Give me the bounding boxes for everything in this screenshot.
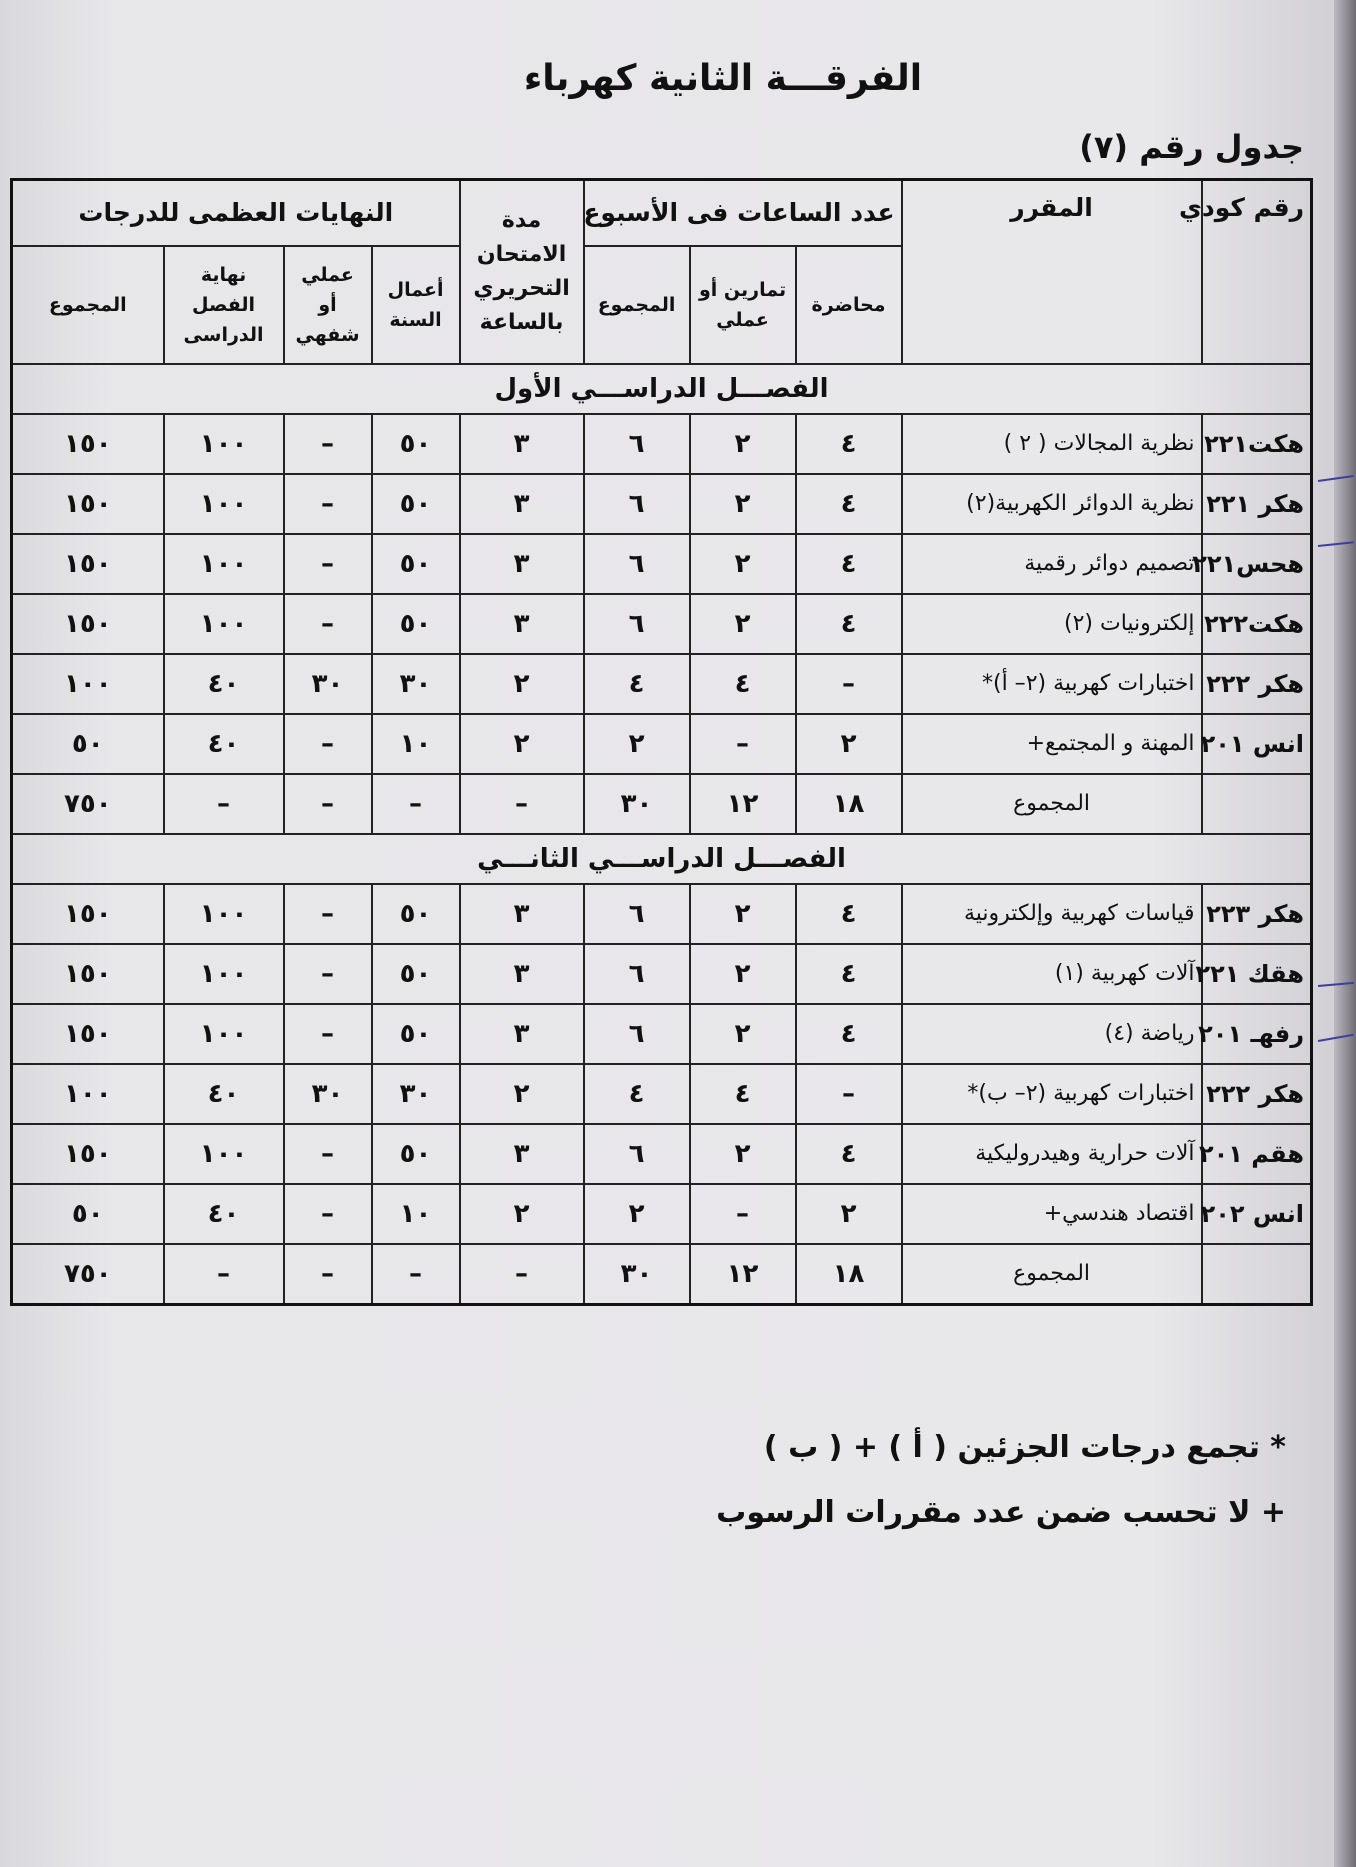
- semester-1-label: الفصـــل الدراســـي الأول: [12, 364, 1312, 414]
- practical-grade: ٣٠: [284, 1064, 372, 1124]
- exercise-hours: ١٢: [690, 774, 796, 834]
- header-grades-group: النهايات العظمى للدرجات: [12, 180, 460, 246]
- lecture-hours: ٤: [796, 944, 902, 1004]
- course-name: آلات كهربية (١): [902, 944, 1202, 1004]
- lecture-hours: ٢: [796, 714, 902, 774]
- exam-duration: ٣: [460, 474, 584, 534]
- practical-grade: –: [284, 1244, 372, 1305]
- year-work-grade: ٣٠: [372, 654, 460, 714]
- total-grade: ١٥٠: [12, 534, 164, 594]
- footnote-plus: + لا تحسب ضمن عدد مقررات الرسوب: [716, 1495, 1286, 1530]
- lecture-hours: ٤: [796, 534, 902, 594]
- course-name: آلات حرارية وهيدروليكية: [902, 1124, 1202, 1184]
- exercise-hours: ٢: [690, 594, 796, 654]
- table-row: [12, 714, 1312, 774]
- course-code: هكر ٢٢١: [1202, 474, 1312, 534]
- course-code: هكر ٢٢٣: [1202, 884, 1312, 944]
- total-hours: ٦: [584, 1004, 690, 1064]
- exercise-hours: ٤: [690, 654, 796, 714]
- practical-grade: –: [284, 1004, 372, 1064]
- exercise-hours: ٢: [690, 414, 796, 474]
- year-work-grade: ١٠: [372, 714, 460, 774]
- exam-duration: ٣: [460, 534, 584, 594]
- exam-duration: ٢: [460, 1184, 584, 1244]
- final-exam-grade: ٤٠: [164, 714, 284, 774]
- total-hours: ٤: [584, 654, 690, 714]
- course-name: المجموع: [902, 1244, 1202, 1305]
- total-grade: ٥٠: [12, 1184, 164, 1244]
- lecture-hours: ٤: [796, 414, 902, 474]
- year-work-grade: ٥٠: [372, 944, 460, 1004]
- course-name: نظرية المجالات ( ٢ ): [902, 414, 1202, 474]
- lecture-hours: ١٨: [796, 774, 902, 834]
- exam-duration: ٣: [460, 944, 584, 1004]
- header-practical-oral: عملي أو شفهي: [284, 246, 372, 364]
- year-work-grade: ٣٠: [372, 1064, 460, 1124]
- total-hours: ٦: [584, 1124, 690, 1184]
- exam-duration: ٣: [460, 1124, 584, 1184]
- total-hours: ٦: [584, 534, 690, 594]
- total-hours: ٤: [584, 1064, 690, 1124]
- practical-grade: –: [284, 534, 372, 594]
- total-grade: ١٥٠: [12, 414, 164, 474]
- course-code: هقك ٢٢١: [1202, 944, 1312, 1004]
- lecture-hours: –: [796, 1064, 902, 1124]
- course-code: هكت٢٢٢: [1202, 594, 1312, 654]
- year-work-grade: ٥٠: [372, 884, 460, 944]
- header-code: رقم كودي: [1202, 180, 1312, 364]
- exam-duration: ٢: [460, 714, 584, 774]
- exam-duration: –: [460, 774, 584, 834]
- course-code: انس ٢٠١: [1202, 714, 1312, 774]
- total-grade: ١٥٠: [12, 594, 164, 654]
- exam-duration: ٣: [460, 414, 584, 474]
- final-exam-grade: ١٠٠: [164, 534, 284, 594]
- exercise-hours: ٤: [690, 1064, 796, 1124]
- final-exam-grade: ٤٠: [164, 654, 284, 714]
- total-hours: ٦: [584, 944, 690, 1004]
- practical-grade: –: [284, 1124, 372, 1184]
- practical-grade: –: [284, 774, 372, 834]
- header-hours-total: المجموع: [584, 246, 690, 364]
- table-row: [12, 884, 1312, 944]
- year-work-grade: –: [372, 774, 460, 834]
- total-grade: ١٥٠: [12, 474, 164, 534]
- lecture-hours: ١٨: [796, 1244, 902, 1305]
- course-code: هقم ٢٠١: [1202, 1124, 1312, 1184]
- year-work-grade: ٥٠: [372, 414, 460, 474]
- total-hours: ٦: [584, 474, 690, 534]
- header-exercises: تمارين أو عملي: [690, 246, 796, 364]
- total-grade: ١٥٠: [12, 944, 164, 1004]
- total-grade: ١٥٠: [12, 1124, 164, 1184]
- table-row: [12, 1004, 1312, 1064]
- total-hours: ٢: [584, 1184, 690, 1244]
- table-row: [12, 414, 1312, 474]
- total-row: [12, 1244, 1312, 1305]
- practical-grade: –: [284, 474, 372, 534]
- final-exam-grade: ١٠٠: [164, 1124, 284, 1184]
- total-grade: ٧٥٠: [12, 774, 164, 834]
- final-exam-grade: ١٠٠: [164, 594, 284, 654]
- table-row: [12, 474, 1312, 534]
- course-name: نظرية الدوائر الكهربية(٢): [902, 474, 1202, 534]
- lecture-hours: ٢: [796, 1184, 902, 1244]
- course-name: اقتصاد هندسي+: [902, 1184, 1202, 1244]
- practical-grade: –: [284, 1184, 372, 1244]
- exam-duration: ٢: [460, 1064, 584, 1124]
- lecture-hours: ٤: [796, 1124, 902, 1184]
- header-final-exam: نهاية الفصل الدراسى: [164, 246, 284, 364]
- exam-duration: –: [460, 1244, 584, 1305]
- practical-grade: ٣٠: [284, 654, 372, 714]
- header-grades-total: المجموع: [12, 246, 164, 364]
- table-body: [12, 364, 1312, 1305]
- exercise-hours: ٢: [690, 884, 796, 944]
- total-grade: ٥٠: [12, 714, 164, 774]
- year-work-grade: ٥٠: [372, 1124, 460, 1184]
- course-name: إلكترونيات (٢): [902, 594, 1202, 654]
- practical-grade: –: [284, 714, 372, 774]
- header-hours-group: عدد الساعات فى الأسبوع: [584, 180, 902, 246]
- year-work-grade: ٥٠: [372, 474, 460, 534]
- total-hours: ٦: [584, 414, 690, 474]
- practical-grade: –: [284, 884, 372, 944]
- course-name: اختبارات كهربية (٢– أ)*: [902, 654, 1202, 714]
- lecture-hours: ٤: [796, 594, 902, 654]
- exam-duration: ٣: [460, 884, 584, 944]
- practical-grade: –: [284, 594, 372, 654]
- table-row: [12, 1124, 1312, 1184]
- exam-duration: ٣: [460, 594, 584, 654]
- total-grade: ٧٥٠: [12, 1244, 164, 1305]
- total-grade: ١٥٠: [12, 884, 164, 944]
- table-number-label: جدول رقم (٧): [1079, 128, 1304, 166]
- exercise-hours: ٢: [690, 944, 796, 1004]
- course-code: [1202, 774, 1312, 834]
- exercise-hours: ٢: [690, 1124, 796, 1184]
- total-grade: ١٠٠: [12, 654, 164, 714]
- final-exam-grade: –: [164, 1244, 284, 1305]
- table-row: [12, 594, 1312, 654]
- final-exam-grade: ١٠٠: [164, 1004, 284, 1064]
- year-work-grade: –: [372, 1244, 460, 1305]
- table-row: [12, 534, 1312, 594]
- course-name: اختبارات كهربية (٢– ب)*: [902, 1064, 1202, 1124]
- final-exam-grade: –: [164, 774, 284, 834]
- course-name: المجموع: [902, 774, 1202, 834]
- exercise-hours: –: [690, 714, 796, 774]
- page-title: الفرقـــة الثانية كهرباء: [523, 58, 923, 99]
- total-hours: ٦: [584, 884, 690, 944]
- semester-row: [12, 364, 1312, 414]
- practical-grade: –: [284, 944, 372, 1004]
- course-name: رياضة (٤): [902, 1004, 1202, 1064]
- total-hours: ٣٠: [584, 1244, 690, 1305]
- header-exam-duration: مدة الامتحان التحريري بالساعة: [460, 180, 584, 364]
- course-code: هكر ٢٢٢: [1202, 654, 1312, 714]
- final-exam-grade: ١٠٠: [164, 474, 284, 534]
- course-name: تصميم دوائر رقمية: [902, 534, 1202, 594]
- exercise-hours: –: [690, 1184, 796, 1244]
- page-binding-edge: [1334, 0, 1356, 1867]
- lecture-hours: ٤: [796, 474, 902, 534]
- total-grade: ١٠٠: [12, 1064, 164, 1124]
- header-lecture: محاضرة: [796, 246, 902, 364]
- total-row: [12, 774, 1312, 834]
- total-grade: ١٥٠: [12, 1004, 164, 1064]
- exercise-hours: ٢: [690, 474, 796, 534]
- final-exam-grade: ٤٠: [164, 1184, 284, 1244]
- course-code: هكر ٢٢٢: [1202, 1064, 1312, 1124]
- footnote-asterisk: * تجمع درجات الجزئين ( أ ) + ( ب ): [763, 1430, 1286, 1465]
- final-exam-grade: ١٠٠: [164, 414, 284, 474]
- table-row: [12, 1064, 1312, 1124]
- semester-2-label: الفصـــل الدراســـي الثانـــي: [12, 834, 1312, 884]
- year-work-grade: ١٠: [372, 1184, 460, 1244]
- total-hours: ٢: [584, 714, 690, 774]
- year-work-grade: ٥٠: [372, 534, 460, 594]
- year-work-grade: ٥٠: [372, 1004, 460, 1064]
- year-work-grade: ٥٠: [372, 594, 460, 654]
- course-code: هكت٢٢١: [1202, 414, 1312, 474]
- lecture-hours: –: [796, 654, 902, 714]
- exercise-hours: ٢: [690, 1004, 796, 1064]
- table-row: [12, 1184, 1312, 1244]
- practical-grade: –: [284, 414, 372, 474]
- table-row: [12, 944, 1312, 1004]
- lecture-hours: ٤: [796, 1004, 902, 1064]
- semester-row: [12, 834, 1312, 884]
- study-plan-table: [10, 178, 1313, 1306]
- header-year-work: أعمال السنة: [372, 246, 460, 364]
- total-hours: ٦: [584, 594, 690, 654]
- final-exam-grade: ١٠٠: [164, 884, 284, 944]
- exercise-hours: ٢: [690, 534, 796, 594]
- course-code: هحس٢٢١: [1202, 534, 1312, 594]
- course-name: قياسات كهربية وإلكترونية: [902, 884, 1202, 944]
- course-code: [1202, 1244, 1312, 1305]
- lecture-hours: ٤: [796, 884, 902, 944]
- exercise-hours: ١٢: [690, 1244, 796, 1305]
- exam-duration: ٣: [460, 1004, 584, 1064]
- course-code: انس ٢٠٢: [1202, 1184, 1312, 1244]
- table-row: [12, 654, 1312, 714]
- course-code: رفهـ ٢٠١: [1202, 1004, 1312, 1064]
- final-exam-grade: ١٠٠: [164, 944, 284, 1004]
- total-hours: ٣٠: [584, 774, 690, 834]
- course-name: المهنة و المجتمع+: [902, 714, 1202, 774]
- header-course: المقرر: [902, 180, 1202, 364]
- final-exam-grade: ٤٠: [164, 1064, 284, 1124]
- exam-duration: ٢: [460, 654, 584, 714]
